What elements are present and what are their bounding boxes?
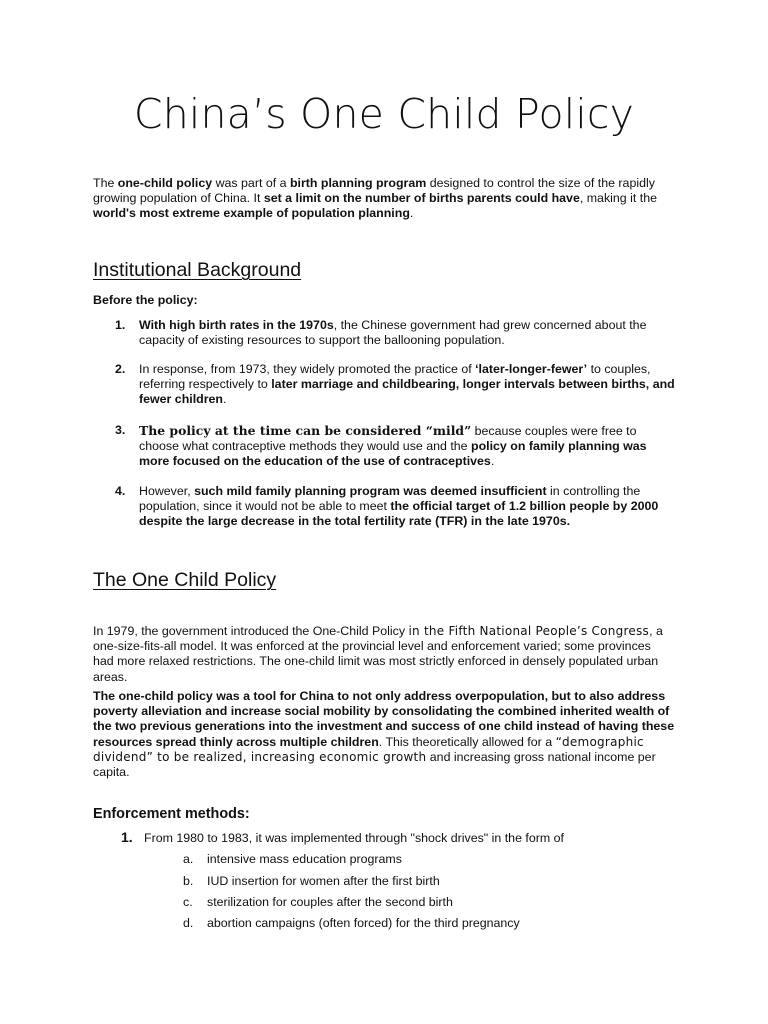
list-item-bold: later marriage and childbearing, longer intervals between births, and fewer children: [139, 377, 675, 407]
list-item-body: in controlling the population, since it would not be able to meet: [139, 484, 641, 514]
paragraph-text: and increasing gross national income per capita.: [93, 749, 656, 780]
list-item-body: , the Chinese government had grew concerned about the capacity of existing resources to support the ballooning population.: [139, 318, 647, 348]
policy-paragraph-1: [93, 624, 673, 685]
list-item-bold: policy on family planning was more focused on the education of the use of contraceptives: [139, 439, 647, 469]
list-item-body: .: [490, 454, 495, 469]
section-heading-institutional-background: Institutional Background: [93, 259, 302, 281]
intro-text: , making it the: [579, 191, 657, 206]
enforcement-number: 1.: [121, 829, 133, 845]
sublist-letter: a.: [183, 852, 194, 866]
paragraph-text-dividend: “demographic dividend” to be realized, increasing economic growth: [93, 734, 644, 764]
intro-text: designed to control the size of the rapidly growing population of China. It: [93, 176, 655, 206]
list-item-body: .: [223, 392, 227, 407]
intro-bold-term: one-child policy: [117, 176, 213, 190]
intro-text: was part of a: [212, 176, 290, 190]
sublist-item: intensive mass education programs: [207, 852, 402, 866]
sublist-letter: b.: [183, 874, 194, 888]
paragraph-text: In 1979, the government introduced the One-Child Policy: [93, 624, 409, 638]
paragraph-text-congress: in the Fifth National People’s Congress: [408, 624, 650, 638]
list-number: 4.: [115, 484, 126, 498]
list-item-body: to couples, referring respectively to: [139, 362, 651, 392]
list-item-text: [139, 484, 679, 530]
sublist-item: abortion campaigns (often forced) for the third pregnancy: [207, 916, 520, 930]
policy-paragraph-2: [93, 689, 675, 780]
enforcement-heading: Enforcement methods:: [93, 806, 250, 822]
list-item-body: because couples were free to choose what contraceptive methods they would use and the: [139, 424, 637, 454]
list-number: 1.: [115, 318, 126, 332]
list-item-bold: such mild family planning program was deemed insufficient: [194, 484, 547, 498]
list-item-body: In response, from 1973, they widely promoted the practice of: [139, 362, 476, 376]
section-heading-one-child-policy: The One Child Policy: [93, 569, 277, 591]
enforcement-text: From 1980 to 1983, it was implemented through "shock drives" in the form of: [144, 831, 564, 845]
sublist-letter: c.: [183, 895, 193, 909]
list-item-bold: ‘later-longer-fewer’: [475, 362, 588, 376]
sublist-item: IUD insertion for women after the first birth: [207, 874, 440, 888]
intro-bold-term: world's most extreme example of population planning: [93, 206, 410, 221]
intro-bold-term: set a limit on the number of births parents could have: [263, 191, 580, 206]
intro-text: The: [93, 176, 118, 190]
list-item-bold: the official target of 1.2 billion people by 2000 despite the large decrease in the total fertility rate (TFR) in the late 1970s.: [139, 499, 659, 529]
paragraph-text: , a one-size-fits-all model. It was enforced at the provincial level and enforcement varied; some provinces had more relaxed restrictions. The one-child limit was most strictly enforced in densely populated urban areas.: [93, 624, 663, 684]
sublist-item: sterilization for couples after the second birth: [207, 895, 453, 909]
list-item-body: However,: [139, 484, 195, 498]
before-policy-label: Before the policy:: [93, 293, 198, 307]
page-title: China’s One Child Policy: [133, 90, 635, 138]
list-number: 3.: [115, 423, 126, 437]
intro-paragraph: [93, 176, 683, 222]
list-number: 2.: [115, 362, 126, 376]
intro-bold-term: birth planning program: [289, 176, 427, 190]
sublist-letter: d.: [183, 916, 194, 930]
list-item-bold: The policy at the time can be considered “mild”: [139, 423, 472, 438]
list-item-text: [139, 318, 679, 348]
list-item-bold: With high birth rates in the 1970s: [139, 318, 334, 332]
list-item-text: [139, 362, 679, 408]
intro-text: .: [409, 206, 414, 221]
list-item-text: [139, 423, 679, 470]
paragraph-text: . This theoretically allowed for a: [378, 734, 556, 749]
paragraph-bold: The one-child policy was a tool for China to not only address overpopulation, but to also address poverty alleviation and increase social mobility by consolidating the combined inherited wealth of the two previous generations into the investment and success of one child instead of having these resources spread thinly across multiple children: [93, 689, 675, 749]
